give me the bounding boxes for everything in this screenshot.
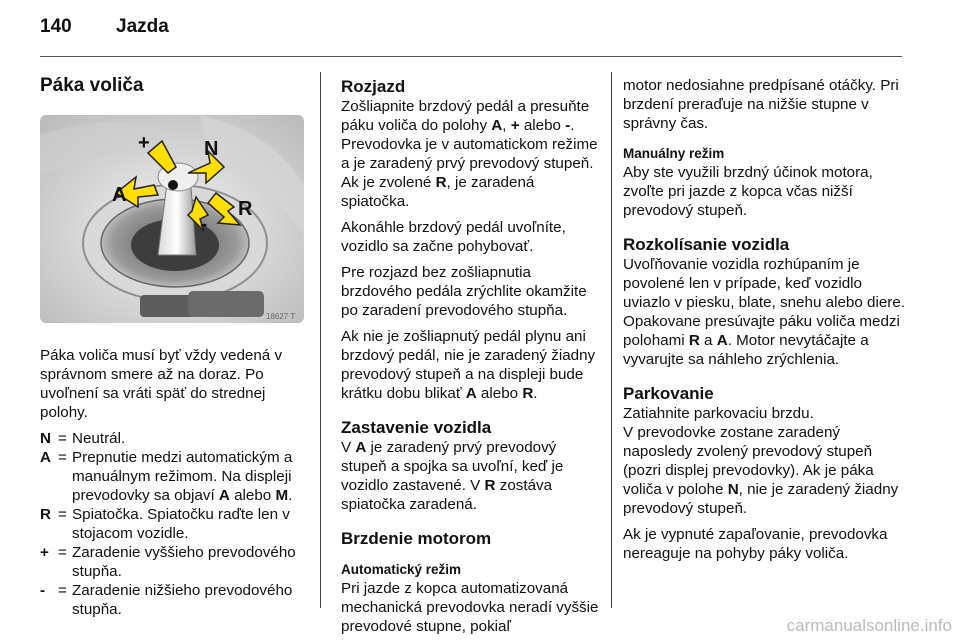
paragraph: motor nedosiahne predpísané otáčky. Pri brzdení preraďuje na nižšie stupne v správny čas. — [623, 77, 899, 132]
column-2 — [341, 76, 603, 643]
figure-label-minus: - — [200, 211, 208, 236]
paragraph: Pri jazde z kopca automatizovaná mechanická prevodovka neradí vyššie prevodové stupne, pokiaľ — [341, 580, 599, 635]
definition-row — [40, 581, 302, 619]
definition-text: Spiatočka. Spiatočku raďte len v stojacom vozidle. — [72, 506, 290, 542]
definition-row — [40, 543, 302, 581]
definition-eq: = — [58, 506, 67, 523]
definition-eq: = — [58, 544, 67, 561]
page-header — [40, 16, 169, 38]
definition-text: Zaradenie nižšieho prevodového stupňa. — [72, 582, 293, 618]
subheading-manualny: Manuálny režim — [623, 146, 725, 161]
paragraph: Uvoľňovanie vozidla rozhúpaním je povolené len v prípade, keď vozidlo uviazlo v piesku, blate, snehu alebo diere. Opakovane presúvajte páku voliča medzi polohami R a A. Motor nevytáčajte a vyvarujte sa náhleho zrýchlenia. — [623, 256, 905, 368]
paragraph: Aby ste využili brzdný účinok motora, zvoľte pri jazde z kopca včas nižší prevodový stupeň. — [623, 164, 873, 219]
definition-key: R — [40, 506, 51, 523]
heading-parkovanie: Parkovanie — [623, 384, 714, 403]
figure-label-a: A — [112, 184, 127, 206]
heading-rozkolisanie: Rozkolísanie vozidla — [623, 235, 790, 254]
figure-id: 18627 T — [266, 312, 296, 321]
paragraph: Pre rozjazd bez zošliapnutia brzdového pedála zrýchlite okamžite po zaradení prevodového stupňa. — [341, 264, 587, 319]
definition-row — [40, 505, 302, 543]
paragraph: Ak nie je zošliapnutý pedál plynu ani brzdový pedál, nie je zaradený žiadny prevodový stupeň a na displeji bude krátku dobu blikať A alebo R. — [341, 328, 596, 402]
paragraph: V A je zaradený prvý prevodový stupeň a spojka sa uvoľní, keď je vozidlo zastavené. V R zostáva spiatočka zaradená. — [341, 439, 564, 513]
column-divider — [611, 72, 612, 608]
paragraph: Zatiahnite parkovaciu brzdu. — [623, 405, 814, 422]
column-1 — [40, 76, 302, 619]
gear-selector-illustration — [40, 115, 304, 323]
chapter-title: Jazda — [116, 16, 169, 37]
intro-paragraph: Páka voliča musí byť vždy vedená v správnom smere až na doraz. Po uvoľnení sa vráti späť do strednej polohy. — [40, 347, 283, 421]
definition-text: Prepnutie medzi automatickým a manuálnym režimom. Na displeji prevodovky sa objaví A alebo M. — [72, 449, 293, 504]
watermark-text: carmanualsonline.info — [786, 616, 952, 635]
paragraph: Akonáhle brzdový pedál uvoľníte, vozidlo sa začne pohybovať. — [341, 219, 566, 255]
section-title: Páka voliča — [40, 75, 144, 96]
column-divider — [320, 72, 321, 608]
definition-key: - — [40, 582, 46, 599]
definition-key: N — [40, 430, 51, 447]
header-rule — [40, 56, 902, 57]
definition-list — [40, 429, 302, 619]
definition-eq: = — [58, 449, 67, 466]
column-3 — [623, 76, 905, 570]
paragraph: V prevodovke zostane zaradený naposledy zvolený prevodový stupeň (pozri displej prevodovky). Ak je páka voliča v polohe N, nie je zaradený žiadny prevodový stupeň. — [623, 424, 899, 517]
heading-rozjazd: Rozjazd — [341, 77, 406, 96]
figure-label-plus: + — [138, 132, 150, 154]
page-number: 140 — [40, 16, 72, 37]
heading-zastavenie: Zastavenie vozidla — [341, 418, 492, 437]
subheading-automaticky: Automatický režim — [341, 562, 462, 577]
definition-row — [40, 448, 302, 505]
definition-eq: = — [58, 582, 67, 599]
figure-label-n: N — [204, 138, 219, 160]
definition-key: + — [40, 544, 49, 561]
definition-eq: = — [58, 430, 67, 447]
definition-text: Zaradenie vyššieho prevodového stupňa. — [72, 544, 296, 580]
definition-row — [40, 429, 302, 448]
definition-text: Neutrál. — [72, 430, 126, 447]
heading-brzdenie: Brzdenie motorom — [341, 529, 492, 548]
figure-label-r: R — [238, 198, 253, 220]
definition-key: A — [40, 449, 51, 466]
paragraph: Ak je vypnuté zapaľovanie, prevodovka nereaguje na pohyby páky voliča. — [623, 526, 888, 562]
paragraph: Zošliapnite brzdový pedál a presuňte páku voliča do polohy A, + alebo -. Prevodovka je v automatickom režime a je zaradený prvý prevodový stupeň. Ak je zvolené R, je zaradená spiatočka. — [341, 98, 598, 210]
